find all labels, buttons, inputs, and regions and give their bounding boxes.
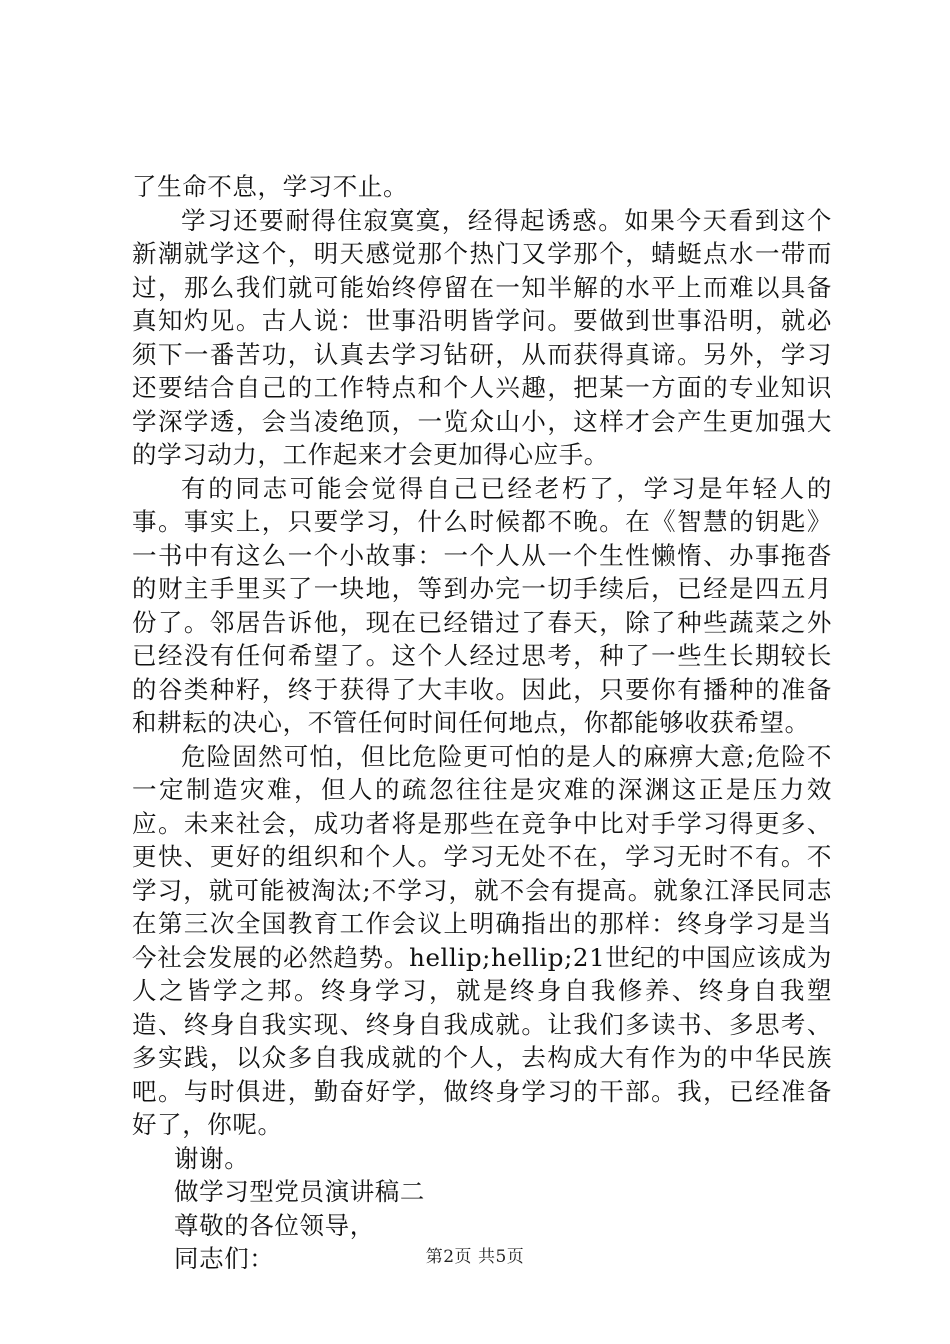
paragraph-salutation-leaders: 尊敬的各位领导， bbox=[174, 1210, 375, 1240]
paragraph-speech-title: 做学习型党员演讲稿二 bbox=[174, 1177, 425, 1206]
paragraph-thanks: 谢谢。 bbox=[174, 1143, 250, 1173]
document-body bbox=[132, 170, 832, 1276]
paragraph-salutation-comrades: 同志们： bbox=[174, 1244, 275, 1273]
paragraph-4: 危险固然可怕，但比危险更可怕的是人的麻痹大意;危险不一定制造灾难，但人的疏忽往往是灾难的深渊这正是压力效应。未来社会，成功者将是那些在竞争中比对手学习得更多、更快、更好的组织和个人。学习无处不在，学习无时不有。不学习，就可能被淘汰;不学习，就不会有提高。就象江泽民同志在第三次全国教育工作会议上明确指出的那样：终身学习是当今社会发展的必然趋势。hellip;hellip;21世纪的中国应该成为人之皆学之邦。终身学习，就是终身自我修养、终身自我塑造、终身自我实现、终身自我成就。让我们多读书、多思考、多实践，以众多自我成就的个人，去构成大有作为的中华民族吧。与时俱进，勤奋好学，做终身学习的干部。我，已经准备好了，你呢。 bbox=[132, 741, 832, 1139]
paragraph-1: 了生命不息，学习不止。 bbox=[132, 172, 409, 201]
paragraph-2: 学习还要耐得住寂寞寞，经得起诱惑。如果今天看到这个新潮就学这个，明天感觉那个热门又学那个，蜻蜓点水一带而过，那么我们就可能始终停留在一知半解的水平上而难以具备真知灼见。古人说：世事沿明皆学问。要做到世事沿明，就必须下一番苦功，认真去学习钻研，从而获得真谛。另外，学习还要结合自己的工作特点和个人兴趣，把某一方面的专业知识学深学透，会当凌绝顶，一览众山小，这样才会产生更加强大的学习动力，工作起来才会更加得心应手。 bbox=[132, 205, 832, 469]
paragraph-3: 有的同志可能会觉得自己已经老朽了，学习是年轻人的事。事实上，只要学习，什么时候都不晚。在《智慧的钥匙》一书中有这么一个小故事：一个人从一个生性懒惰、办事拖沓的财主手里买了一块地，等到办完一切手续后，已经是四五月份了。邻居告诉他，现在已经错过了春天，除了种些蔬菜之外已经没有任何希望了。这个人经过思考，种了一些生长期较长的谷类种籽，终于获得了大丰收。因此，只要你有播种的准备和耕耘的决心，不管任何时间任何地点，你都能够收获希望。 bbox=[132, 473, 832, 737]
page-number: 第2页 共5页 bbox=[425, 1247, 525, 1267]
